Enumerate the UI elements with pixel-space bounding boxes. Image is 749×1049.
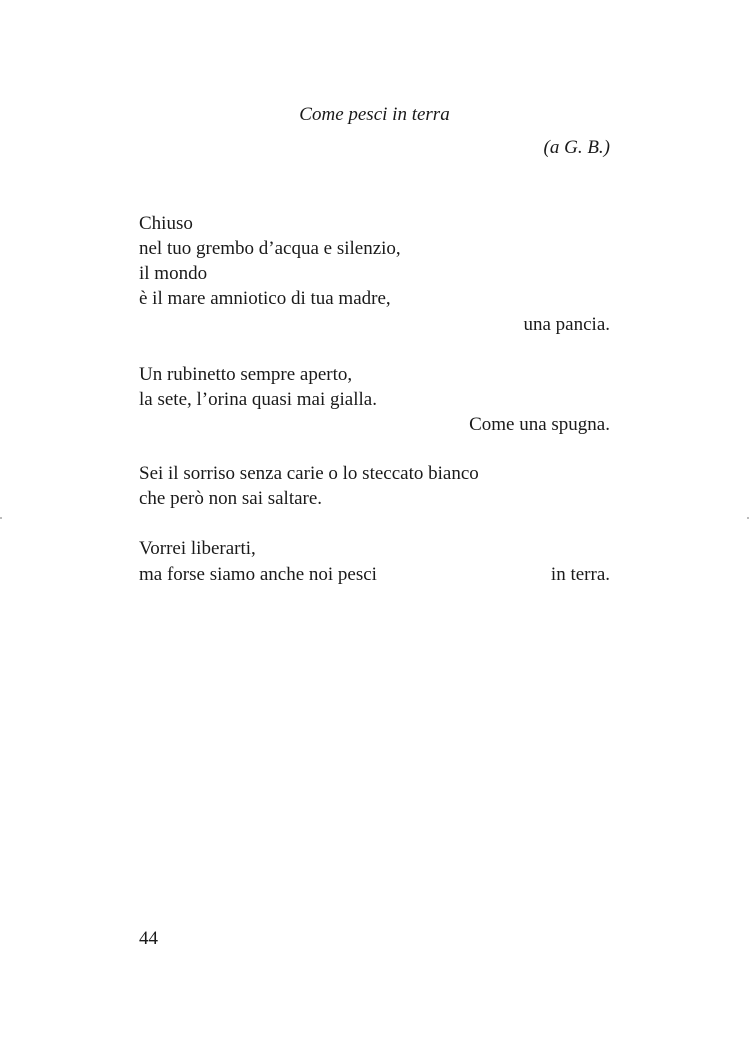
stanza4-line1: Vorrei liberarti, [139,538,256,559]
stanza1-line1: Chiuso [139,213,193,234]
poem-dedication: (a G. B.) [543,137,610,158]
left-edge-mark [0,517,2,519]
page-number: 44 [139,928,158,949]
stanza3-line2: che però non sai saltare. [139,488,323,509]
stanza3-line1: Sei il sorriso senza carie o lo steccato bianco [139,463,479,484]
stanza2-line3: Come una spugna. [469,414,610,435]
poem-title: Come pesci in terra [299,104,450,125]
stanza1-line2: nel tuo grembo d’acqua e silenzio, [139,238,401,259]
stanza1-line4: è il mare amniotico di tua madre, [139,288,391,309]
stanza4-line2b: in terra. [550,564,610,585]
stanza2-line1: Un rubinetto sempre aperto, [139,364,353,385]
stanza1-line3: il mondo [139,263,208,284]
stanza4-line2a: ma forse siamo anche noi pesci [139,564,377,585]
stanza2-line2: la sete, l’orina quasi mai gialla. [139,389,377,410]
stanza1-line5: una pancia. [523,314,610,335]
